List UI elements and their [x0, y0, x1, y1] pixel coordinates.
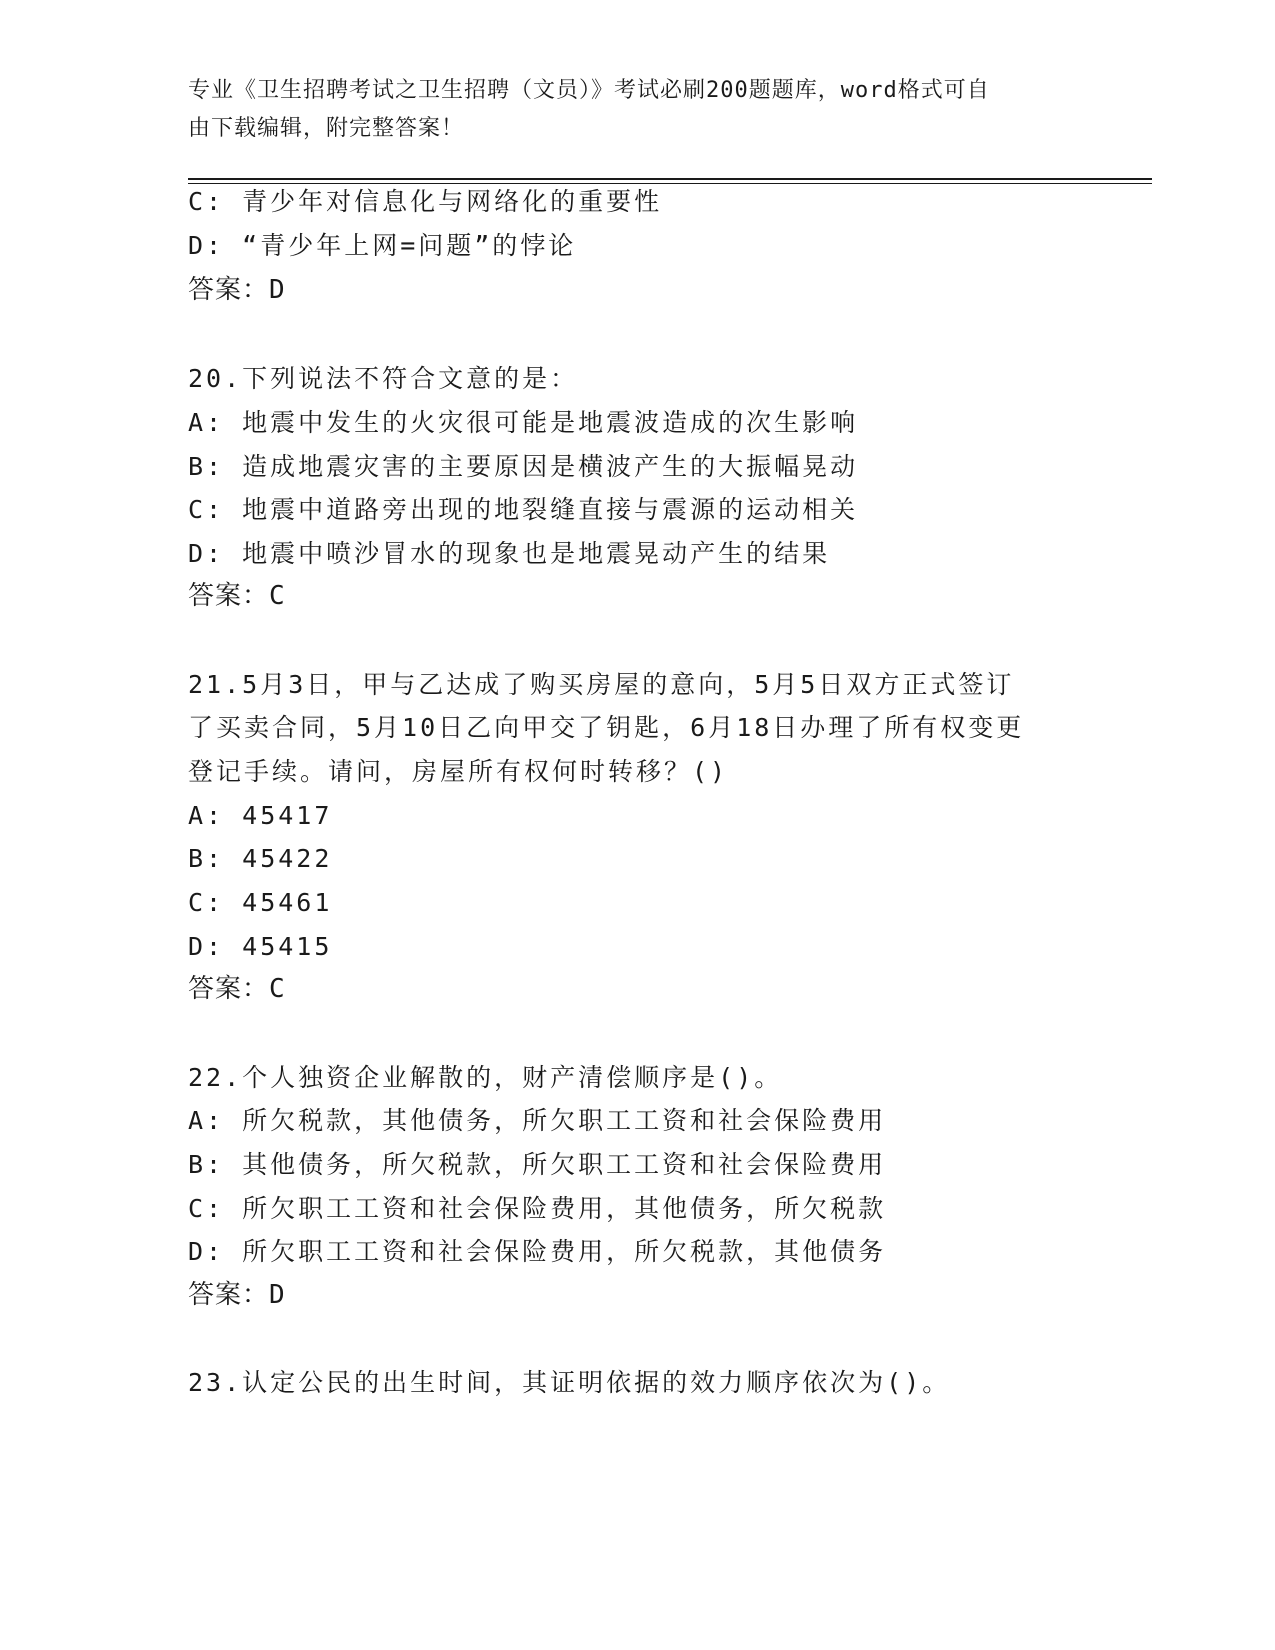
q19-option-c: C: 青少年对信息化与网络化的重要性 — [188, 187, 663, 216]
q22-option-b: B: 其他债务，所欠税款，所欠职工工资和社会保险费用 — [188, 1150, 887, 1179]
q20-option-a: A: 地震中发生的火灾很可能是地震波造成的次生影响 — [188, 408, 859, 437]
q22-option-c: C: 所欠职工工资和社会保险费用，其他债务，所欠税款 — [188, 1194, 887, 1223]
q22-option-a: A: 所欠税款，其他债务，所欠职工工资和社会保险费用 — [188, 1106, 887, 1135]
q21-option-d: D: 45415 — [188, 932, 333, 961]
q21-option-a: A: 45417 — [188, 801, 333, 830]
header-title-line-1: 专业《卫生招聘考试之卫生招聘（文员）》考试必刷200题题库，word格式可自 — [188, 78, 990, 103]
q21-stem-line-3: 登记手续。请问，房屋所有权何时转移？() — [188, 757, 729, 786]
q20-answer: 答案：C — [188, 581, 286, 611]
q21-answer: 答案：C — [188, 974, 286, 1004]
q22-stem: 22.个人独资企业解散的，财产清偿顺序是()。 — [188, 1063, 783, 1092]
document-header — [188, 72, 1068, 148]
q22-answer: 答案：D — [188, 1280, 286, 1310]
q21-option-c: C: 45461 — [188, 888, 333, 917]
q22-option-d: D: 所欠职工工资和社会保险费用，所欠税款，其他债务 — [188, 1237, 887, 1266]
q20-option-b: B: 造成地震灾害的主要原因是横波产生的大振幅晃动 — [188, 452, 859, 481]
q19-option-d: D: “青少年上网=问题”的悖论 — [188, 231, 577, 260]
header-divider-thick — [188, 178, 1152, 180]
q21-stem-line-1: 21.5月3日，甲与乙达成了购买房屋的意向，5月5日双方正式签订 — [188, 670, 1015, 699]
header-title-line-2: 由下载编辑，附完整答案！ — [188, 116, 465, 141]
header-divider-thin — [188, 183, 1152, 184]
q20-option-d: D: 地震中喷沙冒水的现象也是地震晃动产生的结果 — [188, 539, 831, 568]
q20-option-c: C: 地震中道路旁出现的地裂缝直接与震源的运动相关 — [188, 495, 859, 524]
q21-stem-line-2: 了买卖合同，5月10日乙向甲交了钥匙，6月18日办理了所有权变更 — [188, 713, 1025, 742]
q21-option-b: B: 45422 — [188, 844, 333, 873]
q23-stem: 23.认定公民的出生时间，其证明依据的效力顺序依次为()。 — [188, 1368, 951, 1397]
q19-answer: 答案：D — [188, 275, 286, 305]
q20-stem: 20.下列说法不符合文意的是： — [188, 364, 579, 393]
